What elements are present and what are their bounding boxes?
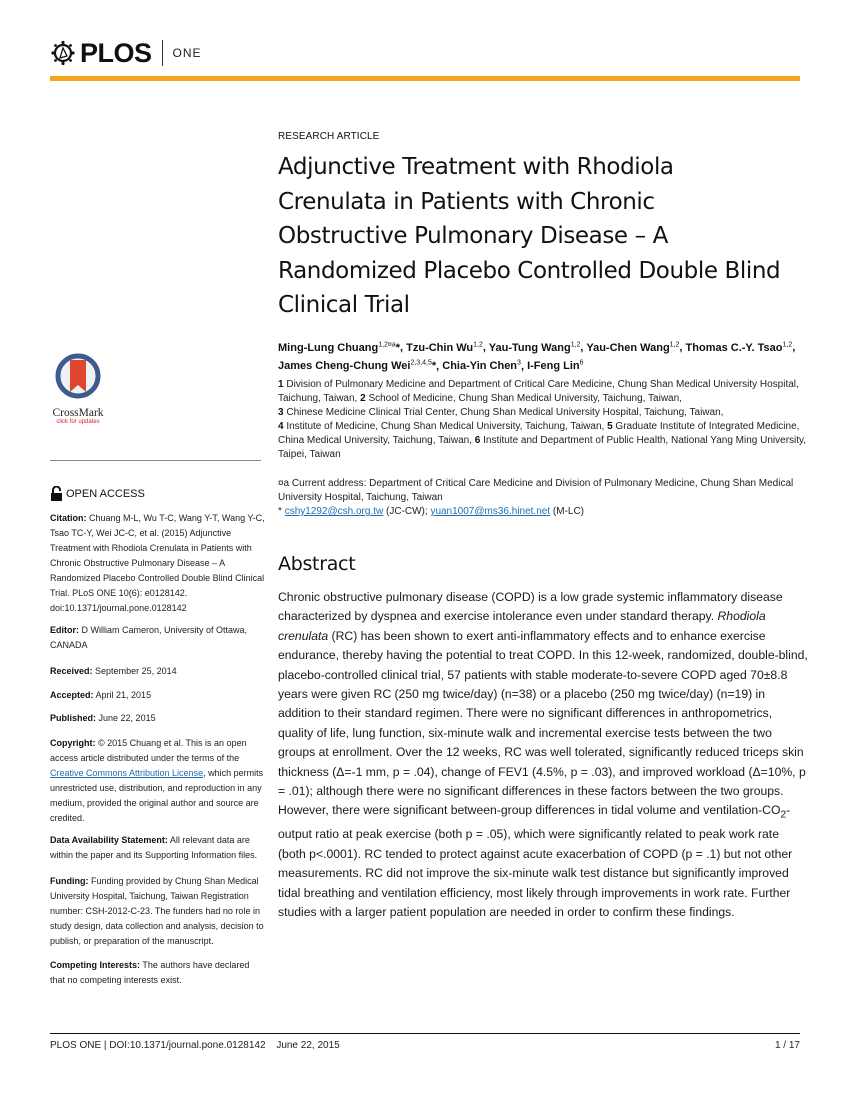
header-accent-rule — [50, 76, 800, 81]
cc-license-link[interactable]: Creative Commons Attribution License — [50, 768, 204, 778]
citation-text: Chuang M-L, Wu T-C, Wang Y-T, Wang Y-C, Tsao TC-Y, Wei JC-C, et al. (2015) Adjunctive Treatment with Rhodiola Crenulata in Patients with Chronic Obstructive Pulmonary Disease – A Randomized Placebo Controlled Double Blind Clinical Trial. PLoS ONE 10(6): e0128142. doi:10.1371/journal.pone.0128142 — [50, 513, 265, 613]
author[interactable]: Thomas C.-Y. Tsao$^{1,2}$ — [685, 341, 793, 354]
competing-interests-text: The authors have declared that no competing interests exist. — [50, 960, 250, 985]
crossmark-badge[interactable] — [48, 352, 108, 425]
funding-block — [50, 874, 265, 949]
correspondence-mark: * — [278, 506, 282, 517]
sidebar-divider — [50, 460, 261, 461]
accepted-text: April 21, 2015 — [95, 690, 152, 700]
funding-label: Funding: — [50, 876, 89, 886]
data-availability-text: All relevant data are within the paper and its Supporting Information files. — [50, 835, 258, 860]
author[interactable]: Yau-Tung Wang$^{1,2}$ — [488, 341, 581, 354]
plos-one-logo — [50, 38, 202, 68]
species-name: Rhodiola crenulata — [278, 609, 766, 643]
article-title — [278, 150, 818, 323]
abstract-heading: Abstract — [278, 553, 356, 575]
title-line: Clinical Trial — [278, 292, 410, 318]
current-address-mark: ¤a — [278, 478, 290, 489]
affiliation: Division of Pulmonary Medicine and Department of Critical Care Medicine, Chung Shan Medical University Hospital, Taichung, Taiwan, — [278, 379, 799, 404]
data-availability-label: Data Availability Statement: — [50, 835, 168, 845]
footer-rule — [50, 1033, 800, 1034]
plos-globe-icon — [50, 40, 76, 66]
affiliation-list — [278, 378, 808, 462]
email-link[interactable]: cshy1292@csh.org.tw — [284, 506, 384, 517]
crossmark-label: CrossMark — [52, 407, 104, 419]
editor-text: D William Cameron, University of Ottawa, CANADA — [50, 625, 248, 650]
received-label: Received: — [50, 666, 93, 676]
footer-date: June 22, 2015 — [276, 1040, 340, 1051]
author[interactable]: Chia-Yin Chen$^3$ — [442, 359, 521, 373]
author[interactable]: Tzu-Chin Wu$^{1,2}$ — [406, 341, 483, 354]
copyright-label: Copyright: — [50, 738, 96, 748]
current-address-text: Current address: Department of Critical Care Medicine and Division of Pulmonary Medicine, Chung Shan Medical University Hospital, Taichung, Taiwan — [278, 478, 794, 503]
open-access-badge — [50, 486, 145, 501]
affiliation-number: 5 — [607, 421, 613, 432]
affiliation: Graduate Institute of Integrated Medicine, China Medical University, Taichung, Taiwan, — [278, 421, 800, 446]
published-text: June 22, 2015 — [98, 713, 156, 723]
citation-block — [50, 511, 265, 616]
crossmark-sublabel[interactable]: click for updates — [56, 419, 100, 425]
accepted-label: Accepted: — [50, 690, 94, 700]
competing-interests-label: Competing Interests: — [50, 960, 141, 970]
footer-citation — [50, 1040, 340, 1051]
crossmark-icon — [54, 352, 102, 400]
title-line: Crenulata in Patients with Chronic — [278, 188, 655, 215]
affiliation-number: 2 — [360, 393, 366, 404]
published-block — [50, 711, 265, 726]
author[interactable]: Yau-Chen Wang$^{1,2}$ — [586, 341, 680, 354]
copyright-text-after: , which permits unrestricted use, distribution, and reproduction in any medium, provided the original author and source are credited. — [50, 768, 264, 823]
author-list: Ming-Lung Chuang$^{1,2¤a}$*, Tzu-Chin Wu$^{1,2}$, Yau-Tung Wang$^{1,2}$, Yau-Chen Wang$^{1,2}$, Thomas C.-Y. Tsao$^{1,2}$, James Cheng-Chung Wei$^{2,3,4,5}$*, Chia-Yin Chen$^3$, I-Feng Lin$^6$ — [278, 341, 796, 373]
correspondence-initials: (M-LC) — [552, 506, 585, 517]
editor-label: Editor: — [50, 625, 79, 635]
current-address-block — [278, 477, 808, 519]
page-number: 1 / 17 — [774, 1040, 800, 1051]
title-line: Obstructive Pulmonary Disease – A — [278, 223, 668, 249]
data-availability-block — [50, 833, 265, 863]
author[interactable]: James Cheng-Chung Wei$^{2,3,4,5}$* — [278, 359, 437, 373]
open-lock-icon — [50, 486, 63, 501]
funding-text: Funding provided by Chung Shan Medical University Hospital, Taichung, Taiwan Registration number: CSH-2012-C-23. The funders had no role in study design, data collection and analysis, decision to publish, or preparation of the manuscript. — [50, 876, 264, 946]
correspondence-initials: (JC-CW); — [386, 506, 428, 517]
logo-journal-text: ONE — [172, 46, 202, 60]
author[interactable]: Ming-Lung Chuang$^{1,2¤a}$* — [278, 341, 401, 354]
open-access-label: OPEN ACCESS — [66, 487, 145, 500]
citation-label: Citation: — [50, 513, 87, 523]
editor-block — [50, 623, 265, 653]
affiliation: Institute and Department of Public Health, National Yang Ming University, Taipei, Taiwan — [278, 435, 807, 460]
competing-interests-block — [50, 958, 265, 988]
affiliation-number: 3 — [278, 407, 284, 418]
article-type: RESEARCH ARTICLE — [278, 131, 380, 142]
received-text: September 25, 2014 — [95, 666, 177, 676]
published-label: Published: — [50, 713, 97, 723]
title-line: Adjunctive Treatment with Rhodiola — [278, 154, 674, 180]
affiliation-number: 6 — [474, 435, 481, 446]
affiliation-number: 4 — [278, 421, 284, 432]
accepted-block — [50, 688, 265, 703]
author[interactable]: I-Feng Lin$^6$ — [527, 359, 584, 373]
affiliation: School of Medicine, Chung Shan Medical University, Taichung, Taiwan, — [368, 393, 682, 404]
abstract-text: Chronic obstructive pulmonary disease (COPD) is a low grade systemic inflammatory disease characterized by dyspnea and exercise intolerance even under standard therapy. Rhodiola crenulata (RC) has been shown to exert anti-inflammatory effects and to enhance exercise endurance, thereby having the potential to treat COPD. In this 12-week, randomized, double-blind, placebo-controlled clinical trial, 57 patients with stable moderate-to-severe COPD aged 70±8.8 years were given RC (250 mg twice/day) (n=38) or a placebo (250 mg twice/day) (n=19) in addition to their standard regimen. There were no significant differences in anthropometrics, quality of life, lung function, six-minute walk and incremental exercise tests between the two groups at enrollment. Over the 12 weeks, RC was well tolerated, significantly reduced triceps skin thickness (Δ=-1 mm, p = .04), change of FEV1 (4.5%, p = .03), and improved workload (Δ=10%, p = .01); although there were no significant differences in these factors between the two groups. However, there were significant between-group differences in tidal volume and ventilation-$CO_2$-output ratio at peak exercise (both p = .05), which were significantly related to peak work rate (both p<.0001). RC tended to protect against acute exacerbation of COPD (p = .1) but not other measurements. RC did not improve the six-minute walk test distance but significantly improved tidal breathing and ventilation efficiency, most likely through improvements in work rate. Further studies with a larger patient population are needed in order to confirm these findings. — [278, 590, 808, 919]
logo-plos-text: PLOS — [80, 37, 152, 68]
logo-divider — [162, 40, 163, 66]
affiliation: Institute of Medicine, Chung Shan Medical University, Taichung, Taiwan, — [286, 421, 605, 432]
copyright-block — [50, 736, 265, 826]
affiliation: Chinese Medicine Clinical Trial Center, Chung Shan Medical University Hospital, Taichung, Taiwan, — [286, 407, 724, 418]
copyright-text-before: © 2015 Chuang et al. This is an open access article distributed under the terms of the — [50, 738, 247, 763]
footer-journal-doi: PLOS ONE | DOI:10.1371/journal.pone.0128142 — [50, 1040, 266, 1051]
email-link[interactable]: yuan1007@ms36.hinet.net — [430, 506, 551, 517]
received-block — [50, 664, 265, 679]
title-line: Randomized Placebo Controlled Double Blind — [278, 257, 781, 284]
affiliation-number: 1 — [278, 379, 284, 390]
